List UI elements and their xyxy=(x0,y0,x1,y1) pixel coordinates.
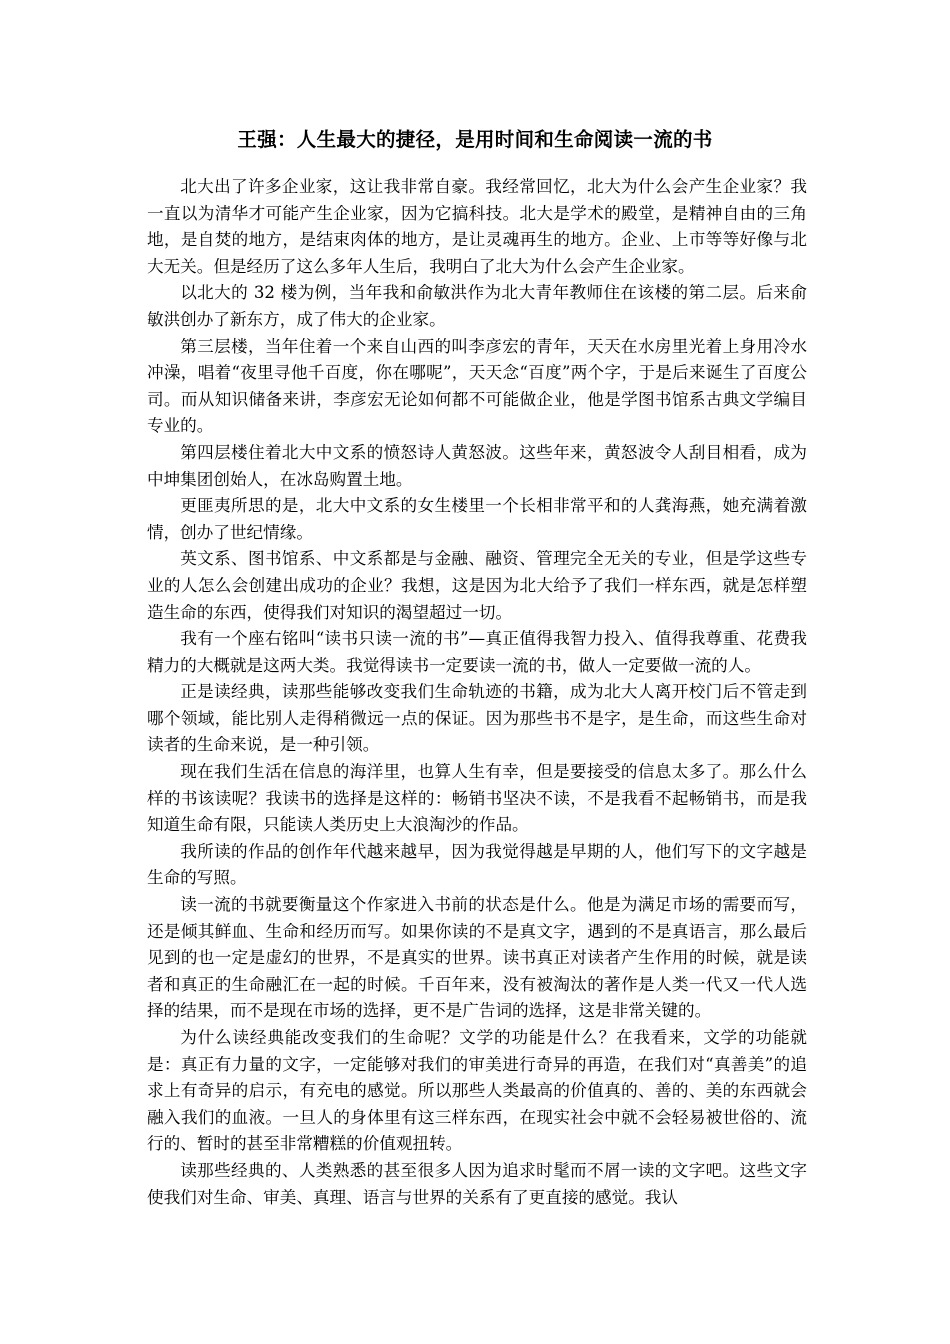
paragraph: 现在我们生活在信息的海洋里，也算人生有幸，但是要接受的信息太多了。那么什么样的书该读呢？我读书的选择是这样的：畅销书坚决不读，不是我看不起畅销书，而是我知道生命有限，只能读人类历史上大浪淘沙的作品。 xyxy=(147,762,807,835)
document-title: 王强：人生最大的捷径，是用时间和生命阅读一流的书 xyxy=(237,128,713,151)
paragraph: 第三层楼，当年住着一个来自山西的叫李彦宏的青年，天天在水房里光着上身用冷水冲澡，唱着“夜里寻他千百度，你在哪呢”，天天念“百度”两个字，于是后来诞生了百度公司。而从知识储备来讲，李彦宏无论如何都不可能做企业，他是学图书馆系古典文学编目专业的。 xyxy=(147,336,807,436)
paragraph: 更匪夷所思的是，北大中文系的女生楼里一个长相非常平和的人龚海燕，她充满着激情，创办了世纪情缘。 xyxy=(147,496,807,542)
paragraph: 第四层楼住着北大中文系的愤怒诗人黄怒波。这些年来，黄怒波令人刮目相看，成为中坤集团创始人，在冰岛购置土地。 xyxy=(147,442,807,489)
paragraph: 正是读经典，读那些能够改变我们生命轨迹的书籍，成为北大人离开校门后不管走到哪个领域，能比别人走得稍微远一点的保证。因为那些书不是字，是生命，而这些生命对读者的生命来说，是一种引领。 xyxy=(147,682,807,755)
document-body xyxy=(147,174,807,1211)
paragraph: 读那些经典的、人类熟悉的甚至很多人因为追求时髦而不屑一读的文字吧。这些文字使我们对生命、审美、真理、语言与世界的关系有了更直接的感觉。我认 xyxy=(147,1160,807,1207)
paragraph: 读一流的书就要衡量这个作家进入书前的状态是什么。他是为满足市场的需要而写，还是倾其鲜血、生命和经历而写。如果你读的不是真文字，遇到的不是真语言，那么最后见到的也一定是虚幻的世界，不是真实的世界。读书真正对读者产生作用的时候，就是读者和真正的生命融汇在一起的时候。千百年来，没有被淘汰的著作是人类一代又一代人选择的结果，而不是现在市场的选择，更不是广告词的选择，这是非常关键的。 xyxy=(147,895,807,1021)
paragraph: 我有一个座右铭叫“读书只读一流的书”—真正值得我智力投入、值得我尊重、花费我精力的大概就是这两大类。我觉得读书一定要读一流的书，做人一定要做一流的人。 xyxy=(147,629,807,675)
paragraph: 北大出了许多企业家，这让我非常自豪。我经常回忆，北大为什么会产生企业家？我一直以为清华才可能产生企业家，因为它搞科技。北大是学术的殿堂，是精神自由的三角地，是自焚的地方，是结束肉体的地方，是让灵魂再生的地方。企业、上市等等好像与北大无关。但是经历了这么多年人生后，我明白了北大为什么会产生企业家。 xyxy=(147,177,807,276)
paragraph: 以北大的 32 楼为例，当年我和俞敏洪作为北大青年教师住在该楼的第二层。后来俞敏洪创办了新东方，成了伟大的企业家。 xyxy=(147,283,807,329)
paragraph: 我所读的作品的创作年代越来越早，因为我觉得越是早期的人，他们写下的文字越是生命的写照。 xyxy=(147,841,807,888)
paragraph: 英文系、图书馆系、中文系都是与金融、融资、管理完全无关的专业，但是学这些专业的人怎么会创建出成功的企业？我想，这是因为北大给予了我们一样东西，就是怎样塑造生命的东西，使得我们对知识的渴望超过一切。 xyxy=(147,549,807,622)
paragraph: 为什么读经典能改变我们的生命呢？文学的功能是什么？在我看来，文学的功能就是：真正有力量的文字，一定能够对我们的审美进行奇异的再造，在我们对“真善美”的追求上有奇异的启示，有充电的感觉。所以那些人类最高的价值真的、善的、美的东西就会融入我们的血液。一旦人的身体里有这三样东西，在现实社会中就不会轻易被世俗的、流行的、暂时的甚至非常糟糕的价值观扭转。 xyxy=(147,1028,807,1154)
